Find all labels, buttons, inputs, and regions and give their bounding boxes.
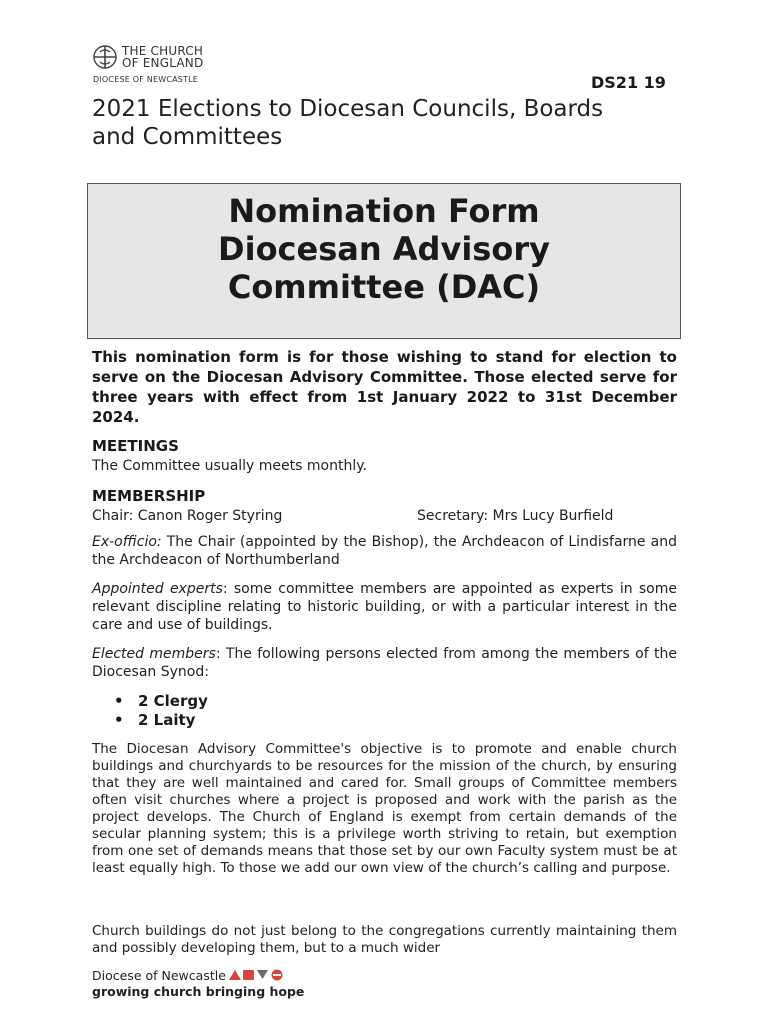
secretary-text: Secretary: Mrs Lucy Burfield	[417, 508, 614, 524]
appointed-experts-paragraph	[92, 580, 677, 634]
ex-officio-paragraph	[92, 533, 677, 569]
list-item: • 2 Laity	[114, 711, 196, 729]
intro-paragraph: This nomination form is for those wishing to stand for election to serve on the Diocesan Advisory Committee. Those elected serve for three years with effect from 1st January 2022 to 31st December 2024.	[92, 348, 677, 426]
elected-members-list	[114, 692, 208, 730]
bullet-icon: •	[114, 711, 124, 729]
chair-text: Chair: Canon Roger Styring	[92, 508, 283, 524]
appointed-experts-text: : some committee members are appointed as experts in some relevant discipline relating to historic building, or with a particular interest in the care and use of buildings.	[92, 581, 677, 633]
footer-diocese-name: Diocese of Newcastle	[92, 968, 226, 983]
meetings-heading: MEETINGS	[92, 437, 179, 455]
objective-paragraph: The Diocesan Advisory Committee's objective is to promote and enable church buildings and churchyards to be resources for the mission of the church, by ensuring that they are well maintained and cared for. Small groups of Committee members often visit churches where a project is proposed and work with the parish as the project develops. The Church of England is exempt from certain demands of the secular planning system; this is a privilege worth striving to retain, but exemption from one set of demands means that those set by our own Faculty system must be at least equally high. To those we add our own view of the church’s calling and purpose.	[92, 741, 677, 876]
list-item: • 2 Clergy	[114, 692, 208, 710]
form-title-line1: Nomination Form	[228, 192, 540, 230]
triangle-icon	[229, 970, 241, 980]
form-title-line3: Committee (DAC)	[227, 268, 541, 306]
heart-icon	[257, 970, 268, 979]
membership-officers-row	[92, 508, 677, 524]
elected-members-text: : The following persons elected from among the members of the Diocesan Synod:	[92, 646, 677, 680]
ex-officio-text: The Chair (appointed by the Bishop), the Archdeacon of Lindisfarne and the Archdeacon of Northumberland	[92, 534, 677, 568]
logo-text-line1: THE CHURCH	[122, 44, 204, 58]
appointed-experts-label: Appointed experts	[92, 581, 223, 597]
page-title: 2021 Elections to Diocesan Councils, Boards and Committees	[92, 96, 604, 150]
form-title-line2: Diocesan Advisory	[218, 230, 550, 268]
footer-tagline: growing church bringing hope	[92, 984, 305, 999]
church-of-england-logo	[92, 44, 232, 86]
logo-text-line2: OF ENGLAND	[122, 56, 204, 70]
ex-officio-label: Ex-officio:	[92, 534, 162, 550]
church-buildings-paragraph: Church buildings do not just belong to the congregations currently maintaining them and possibly developing them, but to a much wider	[92, 923, 677, 956]
house-icon	[243, 970, 254, 980]
logo-subtitle: DIOCESE OF NEWCASTLE	[93, 75, 199, 84]
membership-heading: MEMBERSHIP	[92, 487, 206, 505]
cross-emblem-icon	[92, 44, 118, 70]
bullet-icon: •	[114, 692, 124, 710]
document-reference: DS21 19	[591, 73, 666, 92]
form-title-box	[87, 183, 681, 339]
meetings-text: The Committee usually meets monthly.	[92, 458, 367, 474]
elected-members-label: Elected members	[92, 646, 216, 662]
elected-members-paragraph	[92, 645, 677, 681]
diocese-brand-icons	[228, 967, 286, 981]
